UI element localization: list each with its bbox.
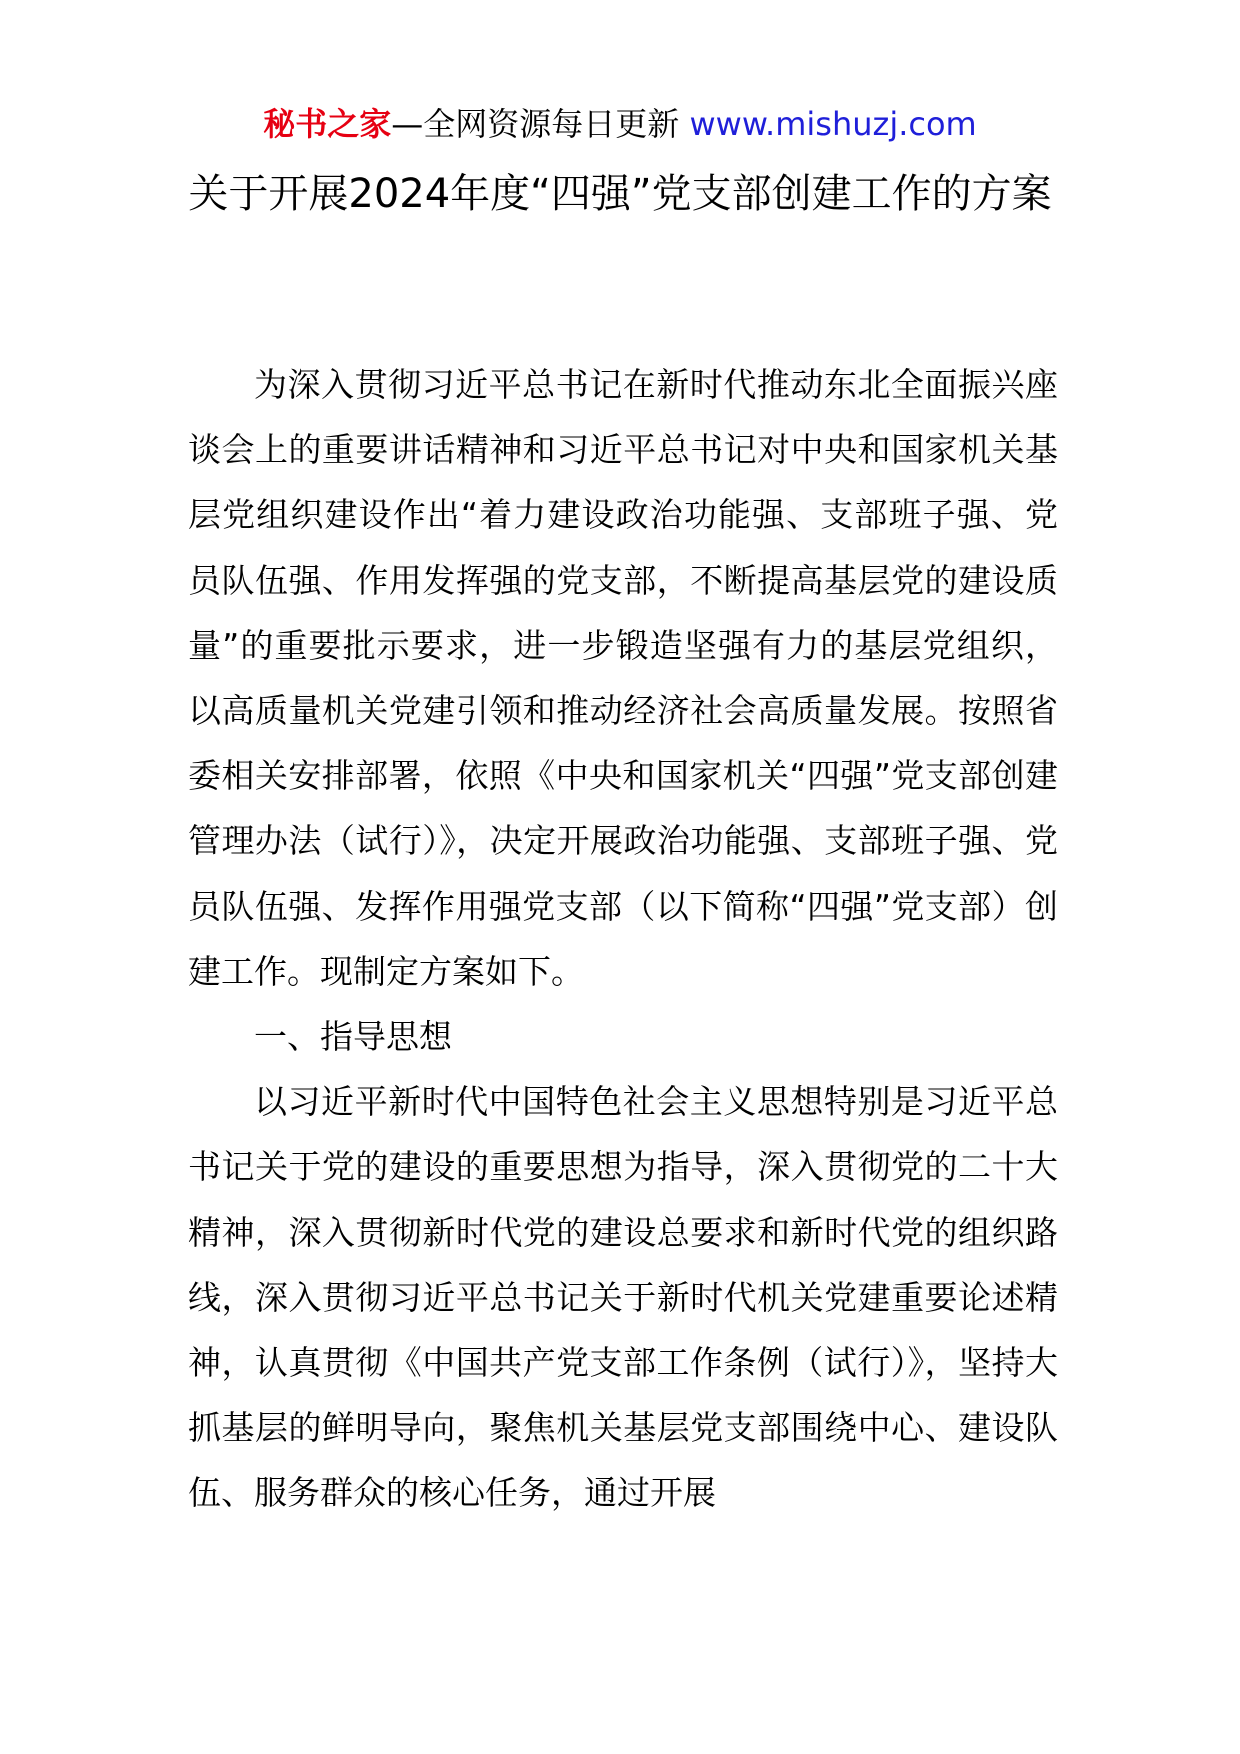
- site-url[interactable]: www.mishuzj.com: [689, 105, 977, 143]
- document-title: 关于开展2024年度“四强”党支部创建工作的方案: [188, 171, 1052, 217]
- site-brand: 秘书之家: [263, 105, 392, 143]
- guiding-ideology-paragraph: 以习近平新时代中国特色社会主义思想特别是习近平总书记关于党的建设的重要思想为指导，深入贯彻党的二十大精神，深入贯彻新时代党的建设总要求和新时代党的组织路线，深入贯彻习近平总书记关于新时代机关党建重要论述精神，认真贯彻《中国共产党支部工作条例（试行）》，坚持大抓基层的鲜明导向，聚焦机关基层党支部围绕中心、建设队伍、服务群众的核心任务，通过开展: [188, 1082, 1058, 1513]
- site-tagline: —全网资源每日更新: [391, 105, 680, 143]
- document-body: [188, 352, 1058, 1526]
- site-header: [0, 100, 1240, 148]
- intro-paragraph: 为深入贯彻习近平总书记在新时代推动东北全面振兴座谈会上的重要讲话精神和习近平总书记对中央和国家机关基层党组织建设作出“着力建设政治功能强、支部班子强、党员队伍强、作用发挥强的党支部，不断提高基层党的建设质量”的重要批示要求，进一步锻造坚强有力的基层党组织，以高质量机关党建引领和推动经济社会高质量发展。按照省委相关安排部署，依照《中央和国家机关“四强”党支部创建管理办法（试行）》，决定开展政治功能强、支部班子强、党员队伍强、发挥作用强党支部（以下简称“四强”党支部）创建工作。现制定方案如下。: [188, 365, 1058, 991]
- section-heading-guiding-ideology: 一、指导思想: [254, 1017, 452, 1057]
